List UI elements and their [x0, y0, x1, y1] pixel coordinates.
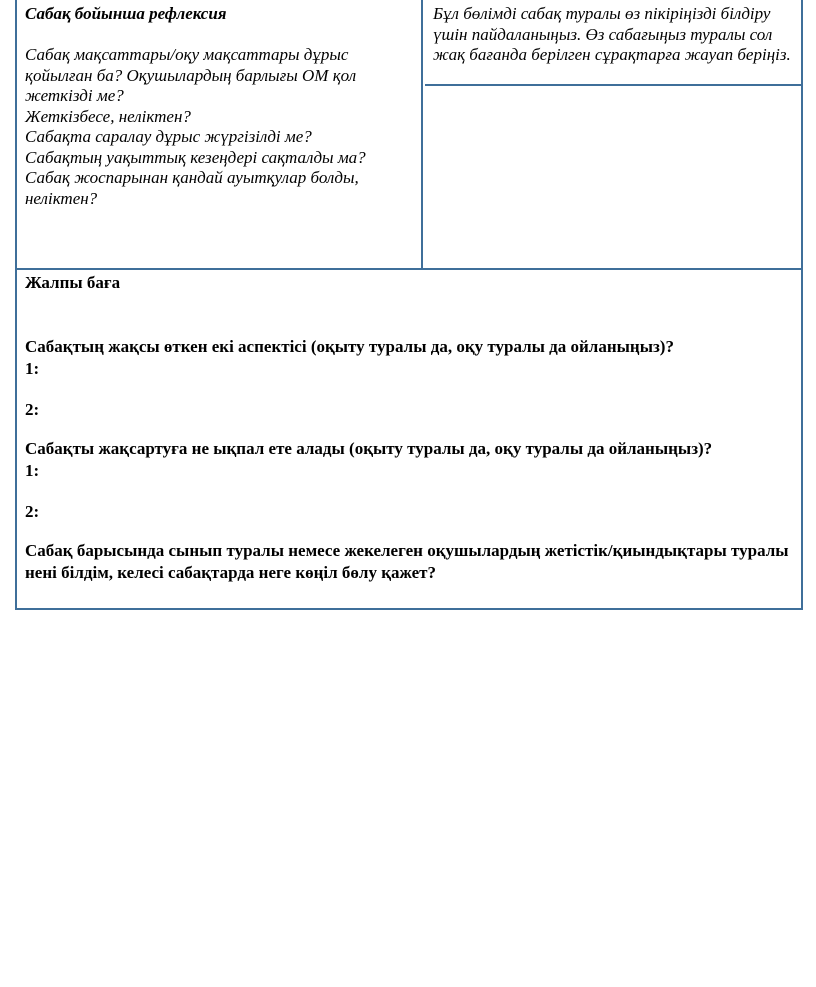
reflection-question-2: Жеткізбесе, неліктен? [25, 106, 191, 126]
overall-q2-item-1: 1: [25, 461, 40, 480]
reflection-table [15, 0, 803, 610]
reflection-question-3: Сабақта саралау дұрыс жүргізілді ме? [25, 127, 312, 146]
reflection-instruction: Бұл бөлімді сабақ туралы өз пікіріңізді білдіру үшін пайдаланыңыз. Өз сабағыңыз туралы сол жақ бағанда берілген сұрақтарға жауап беріңіз. [433, 4, 791, 64]
reflection-row [17, 0, 801, 270]
reflection-question-1: Сабақ мақсаттары/оқу мақсаттары дұрыс қойылған ба? Оқушылардың барлығы ОМ қол жеткізді ме? [25, 45, 357, 105]
reflection-title: Сабақ бойынша рефлексия [25, 4, 227, 23]
overall-question-3: Сабақ барысында сынып туралы немесе жекелеген оқушылардың жетістік/қиындықтары туралы нені білдім, келесі сабақтарда неге көңіл бөлу қажет? [25, 541, 789, 582]
overall-question-1: Сабақтың жақсы өткен екі аспектісі (оқыту туралы да, оқу туралы да ойланыңыз)? [25, 337, 674, 356]
reflection-question-5: Сабақ жоспарынан қандай ауытқулар болды, неліктен? [25, 168, 359, 208]
reflection-questions-cell [17, 0, 423, 268]
overall-q1-item-2: 2: [25, 400, 40, 419]
overall-assessment-section [17, 270, 801, 584]
reflection-question-4: Сабақтың уақыттық кезеңдері сақталды ма? [25, 147, 366, 167]
reflection-answer-cell[interactable] [425, 88, 801, 268]
overall-title: Жалпы баға [25, 273, 121, 292]
reflection-instruction-cell [425, 0, 801, 86]
overall-q2-item-2: 2: [25, 502, 40, 521]
overall-question-2: Сабақты жақсартуға не ықпал ете алады (оқыту туралы да, оқу туралы да ойланыңыз)? [25, 439, 713, 458]
overall-q1-item-1: 1: [25, 359, 40, 378]
